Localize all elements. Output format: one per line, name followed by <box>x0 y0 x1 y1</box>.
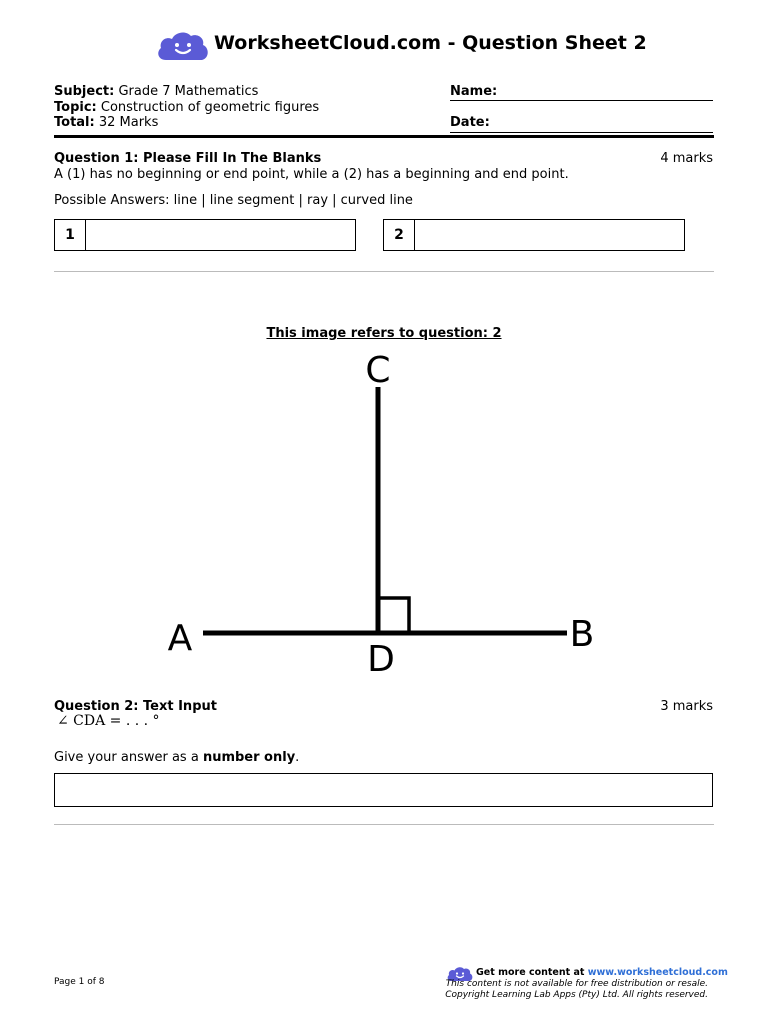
topic-row <box>54 100 319 116</box>
date-label: Date: <box>450 115 490 130</box>
blank-1-box[interactable] <box>54 219 356 251</box>
header-divider <box>54 135 714 138</box>
label-c: C <box>365 350 391 391</box>
question1-marks: 4 marks <box>660 151 713 166</box>
question2-marks: 3 marks <box>660 699 713 714</box>
blank-1-number: 1 <box>55 220 86 250</box>
figure-caption: This image refers to question: 2 <box>266 326 502 341</box>
perpendicular-lines-figure <box>0 340 768 690</box>
question2-expression: ∠ CDA = . . . ° <box>57 713 160 729</box>
label-a: A <box>167 618 193 659</box>
footer-cta: Get more content at www.worksheetcloud.com <box>476 967 728 978</box>
question1-text: A (1) has no beginning or end point, while a (2) has a beginning and end point. <box>54 167 569 182</box>
meta-info <box>54 84 319 131</box>
cloud-face-icon <box>156 30 210 62</box>
page-number: Page 1 of 8 <box>54 977 105 987</box>
question2-instruction: Give your answer as a number only. <box>54 750 300 765</box>
page-header <box>0 28 768 62</box>
label-d: D <box>367 639 395 680</box>
topic-value: Construction of geometric figures <box>100 99 320 115</box>
footer-branding <box>445 966 728 1006</box>
question2-divider <box>54 824 714 825</box>
total-label: Total: <box>54 115 95 130</box>
right-angle-marker <box>378 598 409 633</box>
footer-copyright: Copyright Learning Lab Apps (Pty) Ltd. All rights reserved. <box>445 990 708 1000</box>
blank-2-box[interactable] <box>383 219 685 251</box>
subject-value: Grade 7 Mathematics <box>118 84 259 99</box>
total-row <box>54 115 319 131</box>
subject-label: Subject: <box>54 84 115 99</box>
footer-link[interactable]: www.worksheetcloud.com <box>587 967 728 978</box>
question1-possible-answers: Possible Answers: line | line segment | ray | curved line <box>54 193 413 208</box>
topic-label: Topic: <box>54 99 97 115</box>
footer-notice: This content is not available for free distribution or resale. <box>445 979 708 989</box>
page-title: WorksheetCloud.com - Question Sheet 2 <box>214 32 647 54</box>
date-field[interactable] <box>450 116 713 133</box>
subject-row <box>54 84 319 100</box>
question2-title: Question 2: Text Input <box>54 699 217 714</box>
blank-2-number: 2 <box>384 220 415 250</box>
total-value: 32 Marks <box>98 115 159 130</box>
name-field[interactable] <box>450 84 713 101</box>
question1-title: Question 1: Please Fill In The Blanks <box>54 151 322 166</box>
question1-divider <box>54 271 714 272</box>
label-b: B <box>569 614 595 655</box>
name-label: Name: <box>450 84 498 99</box>
question2-answer-input[interactable] <box>54 773 713 807</box>
